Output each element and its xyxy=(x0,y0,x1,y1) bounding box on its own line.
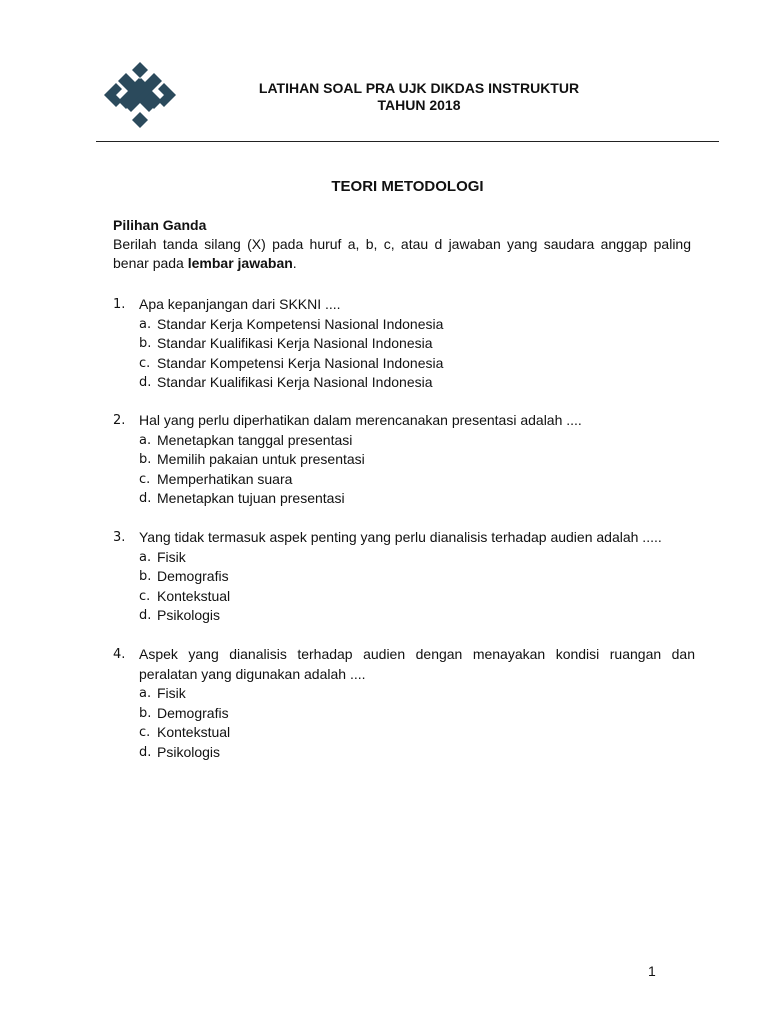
question-number: 3. xyxy=(113,530,126,545)
question-number: 1. xyxy=(113,297,126,312)
option-item xyxy=(113,606,695,626)
question-text: Hal yang perlu diperhatikan dalam merencanakan presentasi adalah .... xyxy=(139,412,582,428)
instruction-text: Berilah tanda silang (X) pada huruf a, b, c, atau d jawaban yang saudara anggap paling benar pada xyxy=(113,236,691,271)
section-heading: Pilihan Ganda xyxy=(113,217,207,233)
option-letter: a. xyxy=(139,549,152,565)
option-text: Standar Kualifikasi Kerja Nasional Indonesia xyxy=(157,374,433,391)
option-text: Fisik xyxy=(157,685,186,702)
option-letter: c. xyxy=(139,355,151,371)
option-letter: b. xyxy=(139,336,152,352)
option-item xyxy=(113,431,695,451)
option-item xyxy=(113,373,695,393)
question-4 xyxy=(113,645,695,763)
option-item xyxy=(113,354,695,374)
ministry-logo xyxy=(104,62,176,128)
question-1 xyxy=(113,295,695,393)
option-letter: c. xyxy=(139,471,151,487)
option-item xyxy=(113,334,695,354)
instructions-section xyxy=(113,216,691,273)
question-text: Yang tidak termasuk aspek penting yang perlu dianalisis terhadap audien adalah ..... xyxy=(139,529,662,545)
option-letter: d. xyxy=(139,375,152,391)
option-item xyxy=(113,450,695,470)
option-text: Standar Kompetensi Kerja Nasional Indonesia xyxy=(157,354,444,371)
option-letter: b. xyxy=(139,569,152,585)
option-letter: a. xyxy=(139,316,152,332)
instructions-text xyxy=(113,235,691,273)
option-text: Fisik xyxy=(157,548,186,565)
option-item xyxy=(113,489,695,509)
instruction-end: . xyxy=(292,255,297,271)
option-letter: c. xyxy=(139,588,151,604)
option-text: Memilih pakaian untuk presentasi xyxy=(157,451,365,468)
question-text: Aspek yang dianalisis terhadap audien dengan menayakan kondisi ruangan dan peralatan yang digunakan adalah .... xyxy=(139,646,695,682)
option-letter: b. xyxy=(139,452,152,468)
question-2 xyxy=(113,411,695,509)
option-letter: a. xyxy=(139,432,152,448)
option-text: Menetapkan tanggal presentasi xyxy=(157,431,353,448)
header-divider xyxy=(96,141,719,142)
header-line-1: LATIHAN SOAL PRA UJK DIKDAS INSTRUKTUR xyxy=(258,80,580,96)
document-title: TEORI METODOLOGI xyxy=(331,178,484,195)
option-letter: d. xyxy=(139,744,152,760)
option-text: Memperhatikan suara xyxy=(157,470,293,487)
option-text: Demografis xyxy=(157,704,229,721)
option-text: Kontekstual xyxy=(157,587,231,604)
option-item xyxy=(113,315,695,335)
page-number: 1 xyxy=(648,963,656,979)
option-text: Standar Kualifikasi Kerja Nasional Indonesia xyxy=(157,335,433,352)
option-text: Kontekstual xyxy=(157,724,231,741)
instruction-emphasis: lembar jawaban xyxy=(187,255,293,271)
option-letter: a. xyxy=(139,686,152,702)
question-text: Apa kepanjangan dari SKKNI .... xyxy=(139,296,341,312)
option-text: Demografis xyxy=(157,568,229,585)
option-letter: c. xyxy=(139,725,151,741)
option-text: Menetapkan tujuan presentasi xyxy=(157,490,345,507)
option-text: Standar Kerja Kompetensi Nasional Indonesia xyxy=(157,315,444,332)
option-item xyxy=(113,548,695,568)
option-item xyxy=(113,704,695,724)
option-letter: d. xyxy=(139,491,152,507)
option-text: Psikologis xyxy=(157,607,221,624)
option-item xyxy=(113,587,695,607)
header-line-2: TAHUN 2018 xyxy=(377,97,461,113)
option-item xyxy=(113,723,695,743)
option-letter: d. xyxy=(139,608,152,624)
option-item xyxy=(113,684,695,704)
question-number: 2. xyxy=(113,413,126,428)
option-item xyxy=(113,743,695,763)
question-3 xyxy=(113,528,695,626)
option-item xyxy=(113,567,695,587)
question-number: 4. xyxy=(113,647,126,662)
option-letter: b. xyxy=(139,705,152,721)
option-item xyxy=(113,470,695,490)
option-text: Psikologis xyxy=(157,743,221,760)
